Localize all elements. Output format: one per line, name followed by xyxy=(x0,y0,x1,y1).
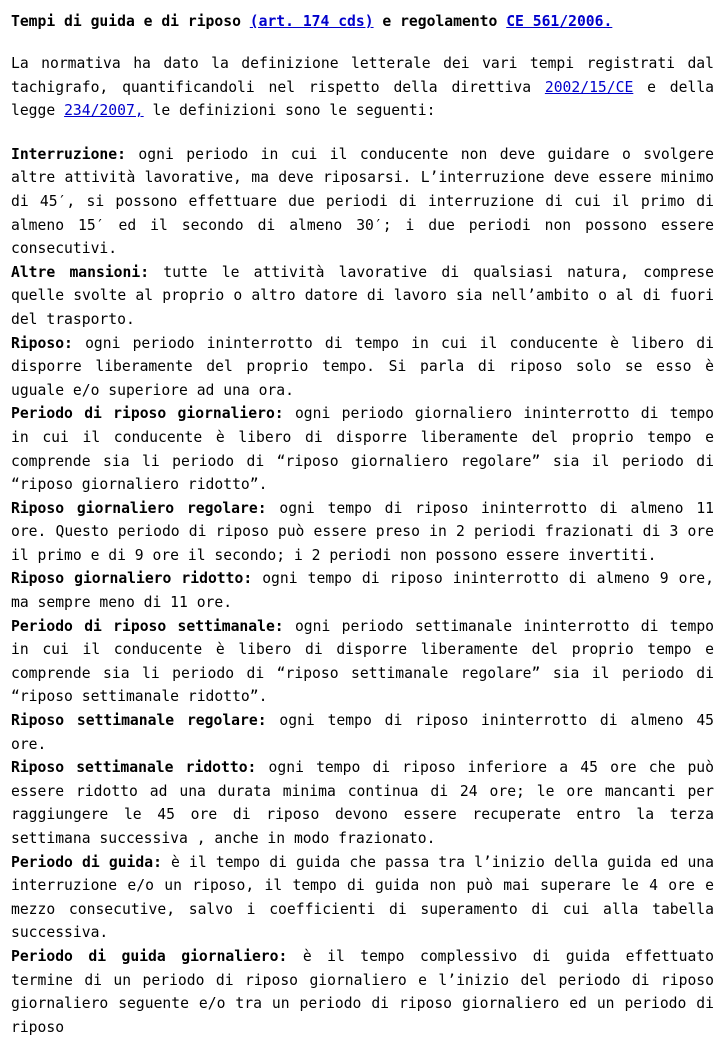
intro-text-3: le definizioni sono le seguenti: xyxy=(143,102,436,120)
definition-periodo-guida-giornaliero xyxy=(11,945,714,1039)
definition-periodo-riposo-giornaliero xyxy=(11,402,714,496)
definition-riposo-giornaliero-ridotto xyxy=(11,567,714,614)
definition-text: ogni tempo di riposo ininterrotto di almeno 11 ore. Questo periodo di riposo può essere preso in 2 periodi frazionati di 3 ore il primo e di 9 ore il secondo; i 2 periodi non possono essere invertiti. xyxy=(11,499,715,564)
document-title xyxy=(11,10,714,34)
definition-riposo-settimanale-regolare xyxy=(11,709,714,756)
definition-text: ogni periodo giornaliero ininterrotto di tempo in cui il conducente è libero di disporre liberamente del proprio tempo e comprende sia li periodo di “riposo giornaliero regolare” sia il periodo di “riposo giornaliero ridotto”. xyxy=(11,405,714,494)
definition-riposo-giornaliero-regolare xyxy=(11,497,714,568)
definition-periodo-riposo-settimanale xyxy=(11,615,714,709)
definition-term: Periodo di riposo settimanale: xyxy=(11,617,284,635)
definition-text: ogni tempo di riposo ininterrotto di almeno 9 ore, ma sempre meno di 11 ore. xyxy=(11,570,714,612)
definition-text: tutte le attività lavorative di qualsiasi natura, comprese quelle svolte al proprio o altro datore di lavoro sia nell’ambito o al di fuori del trasporto. xyxy=(11,263,714,328)
intro-text-1: La normativa ha dato la definizione letterale dei vari tempi registrati dal tachigrafo, quantificandoli nel rispetto della direttiva xyxy=(11,55,714,96)
definition-text: ogni periodo in cui il conducente non deve guidare o svolgere altre attività lavorative, ma deve riposarsi. L’interruzione deve essere minimo di 45′, si possono effettuare due periodi di interruzione di cui il primo di almeno 15′ ed il secondo di almeno 30′; i due periodi non possono essere consecutivi. xyxy=(11,145,714,258)
art-174-cds-link[interactable]: (art. 174 cds) xyxy=(249,13,374,30)
definition-text: è il tempo complessivo di guida effettuato termine di un periodo di riposo giornaliero e l’inizio del periodo di riposo giornaliero seguente e/o tra un periodo di riposo giornaliero ed un periodo di riposo xyxy=(11,947,715,1036)
definition-text: ogni periodo settimanale ininterrotto di tempo in cui il conducente è libero di disporre liberamente del proprio tempo e comprende sia li periodo di “riposo settimanale regolare” sia il periodo di “riposo settimanale ridotto”. xyxy=(11,617,714,706)
definition-interruzione xyxy=(11,143,714,261)
definition-periodo-di-guida xyxy=(11,851,714,945)
definition-text: ogni tempo di riposo inferiore a 45 ore che può essere ridotto ad una durata minima continua di 24 ore; le ore mancanti per raggiungere le 45 ore di riposo devono essere recuperate entro la terza settimana successiva , anche in modo frazionato. xyxy=(11,759,714,847)
intro-paragraph xyxy=(11,52,714,123)
definition-term: Riposo giornaliero regolare: xyxy=(11,499,267,517)
definition-term: Riposo settimanale regolare: xyxy=(11,712,267,730)
definition-term: Periodo di guida: xyxy=(11,853,162,871)
definition-text: ogni periodo ininterrotto di tempo in cui il conducente è libero di disporre liberamente del proprio tempo. Si parla di riposo solo se esso è uguale e/o superiore ad una ora. xyxy=(11,334,714,399)
definition-term: Periodo di riposo giornaliero: xyxy=(11,405,284,423)
law-234-2007-link[interactable]: 234/2007, xyxy=(64,102,144,120)
intro-text-2: e della legge xyxy=(11,78,714,120)
definition-term: Riposo giornaliero ridotto: xyxy=(11,570,253,588)
definition-term: Periodo di guida giornaliero: xyxy=(11,947,288,965)
definition-term: Altre mansioni: xyxy=(11,263,150,281)
definition-term: Riposo: xyxy=(11,334,73,352)
definition-text: è il tempo di guida che passa tra l’inizio della guida ed una interruzione e/o un riposo, il tempo di guida non può mai superare le 4 ore e mezzo consecutive, salvo i coefficienti di superamento di cui alla tabella successiva. xyxy=(11,853,714,942)
title-text-before: Tempi di guida e di riposo xyxy=(11,13,250,30)
definition-term: Riposo settimanale ridotto: xyxy=(11,759,257,777)
definition-altre-mansioni xyxy=(11,261,714,332)
definition-term: Interruzione: xyxy=(11,145,126,163)
title-text-middle: e regolamento xyxy=(373,13,507,30)
definition-text: ogni tempo di riposo ininterrotto di almeno 45 ore. xyxy=(11,712,715,753)
directive-2002-15-ce-link[interactable]: 2002/15/CE xyxy=(544,78,634,96)
ce-561-2006-link[interactable]: CE 561/2006. xyxy=(506,13,613,30)
definition-riposo-settimanale-ridotto xyxy=(11,756,714,850)
definition-riposo xyxy=(11,332,714,403)
